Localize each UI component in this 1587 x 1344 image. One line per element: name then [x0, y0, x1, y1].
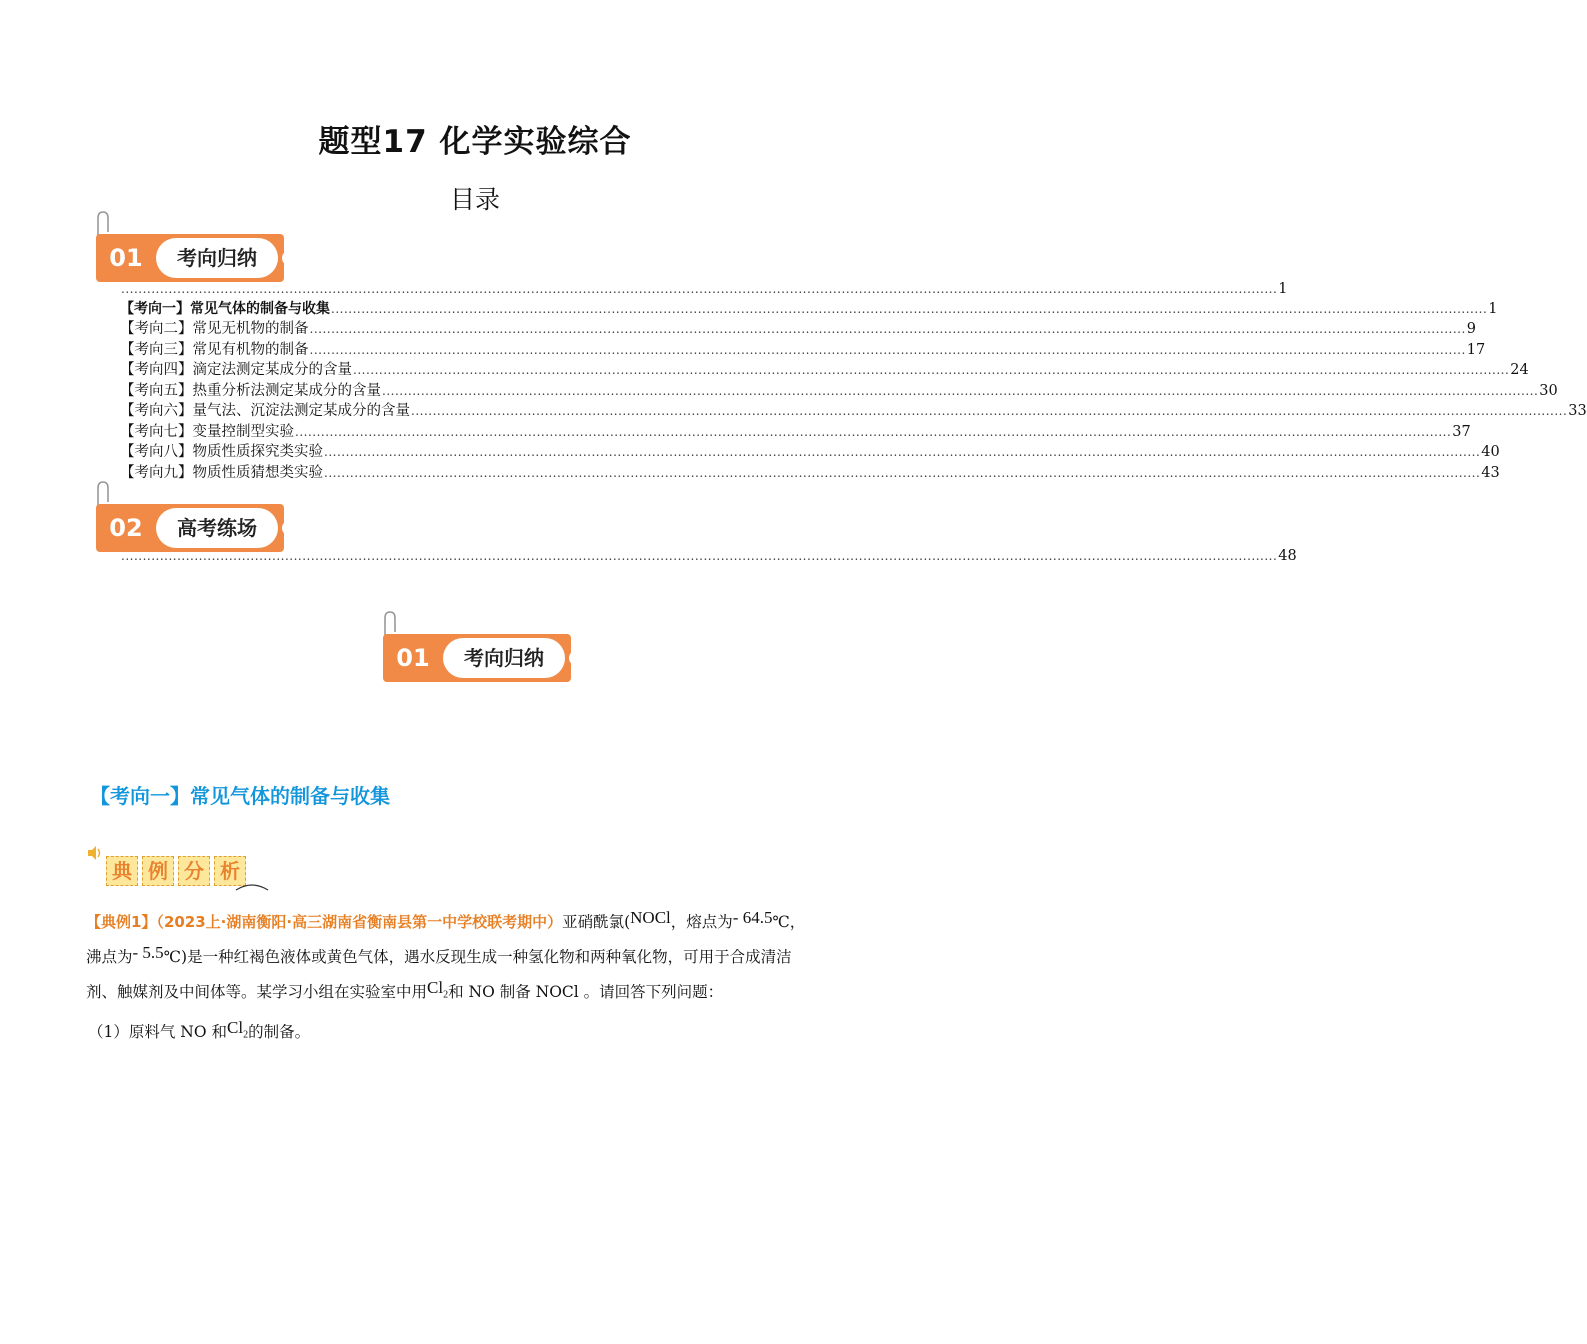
- formula-cl2: [427, 978, 449, 1001]
- toc-page: 37: [1452, 424, 1471, 440]
- toc-leader-dots: ............................................................................................................................................................................................................................................................................: [121, 549, 1278, 563]
- formula: Cl: [227, 1018, 244, 1037]
- toc-section2-line[interactable]: [120, 546, 1297, 566]
- formula: - 64.5: [732, 908, 773, 927]
- badge-notch: [282, 520, 292, 536]
- toc-page: 40: [1481, 444, 1500, 460]
- badge-section-01: [96, 226, 288, 286]
- badge-notch: [569, 650, 579, 666]
- toc-page: 33: [1568, 403, 1587, 419]
- toc-page: 17: [1466, 342, 1486, 358]
- example-line-2: [86, 935, 871, 975]
- formula: NOCl: [630, 908, 671, 927]
- toc-leader-dots: ............................................................................................................................................................................................................................................................................: [324, 445, 1481, 459]
- badge-section-heading: [383, 626, 575, 686]
- toc-leader-dots: ............................................................................................................................................................................................................................................................................: [324, 466, 1481, 480]
- subscript: 2: [243, 1029, 249, 1041]
- example-char: 分: [178, 856, 210, 886]
- text-span: 亚硝酰氯(: [562, 913, 631, 931]
- badge-label: 高考练场: [156, 508, 278, 548]
- text-span: 剂、触媒剂及中间体等。某学习小组在实验室中用: [86, 983, 428, 1001]
- toc-page: 24: [1510, 362, 1529, 378]
- text-span: 和 NO 制备 NOCl 。请回答下列问题：: [448, 983, 724, 1001]
- toc-item[interactable]: [120, 422, 1471, 442]
- toc-item[interactable]: [120, 360, 1529, 380]
- example-line-3: [86, 970, 871, 1012]
- toc-item-label: 【考向五】热重分析法测定某成分的含量: [120, 383, 381, 399]
- toc-item[interactable]: [120, 340, 1486, 360]
- badge-notch: [282, 250, 292, 266]
- example-analysis-banner: [86, 844, 286, 894]
- speaker-icon: [86, 844, 104, 862]
- toc-item-label: 【考向四】滴定法测定某成分的含量: [120, 362, 352, 378]
- formula: Cl: [427, 978, 444, 997]
- toc-item[interactable]: [120, 442, 1500, 462]
- toc-leader-dots: ............................................................................................................................................................................................................................................................................: [331, 302, 1488, 316]
- badge-label: 考向归纳: [156, 238, 278, 278]
- badge-number: 01: [109, 244, 143, 272]
- example-tag: 【典例1】（2023上·湖南衡阳·高三湖南省衡南县第一中学校联考期中）: [86, 913, 563, 931]
- toc-leader-dots: ............................................................................................................................................................................................................................................................................: [295, 425, 1452, 439]
- example-line-1: [86, 900, 871, 940]
- toc-item-label: 【考向八】物质性质探究类实验: [120, 444, 323, 460]
- text-span: ℃)是一种红褐色液体或黄色气体，遇水反现生成一种氢化物和两种氧化物，可用于合成清洁: [163, 948, 792, 966]
- text-span: ，熔点为: [670, 913, 733, 931]
- toc-page: 48: [1278, 548, 1297, 564]
- toc-page: 9: [1466, 321, 1477, 337]
- toc-page: 43: [1481, 465, 1500, 481]
- text-span: 沸点为: [86, 948, 133, 966]
- toc-item[interactable]: [120, 299, 1498, 319]
- formula: - 5.5: [132, 943, 164, 962]
- toc-leader-dots: ............................................................................................................................................................................................................................................................................: [382, 384, 1539, 398]
- toc-item-label: 【考向九】物质性质猜想类实验: [120, 465, 323, 481]
- toc-leader-dots: ............................................................................................................................................................................................................................................................................: [309, 322, 1466, 336]
- badge-number: 01: [396, 644, 430, 672]
- swoosh-decoration: [236, 882, 268, 892]
- example-char: 典: [106, 856, 138, 886]
- example-char: 析: [214, 856, 246, 886]
- toc-page: 30: [1539, 383, 1558, 399]
- formula-cl2: [227, 1018, 249, 1041]
- text-span: 的制备。: [248, 1023, 311, 1041]
- toc-item-label: 【考向二】常见无机物的制备: [120, 321, 309, 337]
- toc-section1-line[interactable]: [120, 279, 1288, 299]
- page-title: 题型17 化学实验综合: [318, 124, 632, 160]
- badge-label: 考向归纳: [443, 638, 565, 678]
- toc-item-label: 【考向七】变量控制型实验: [120, 424, 294, 440]
- toc-page: 1: [1488, 301, 1498, 317]
- toc-item-label: 【考向一】常见气体的制备与收集: [120, 301, 330, 317]
- question-1: [88, 1010, 873, 1052]
- toc-item[interactable]: [120, 381, 1558, 401]
- example-char: 例: [142, 856, 174, 886]
- toc-leader-dots: ............................................................................................................................................................................................................................................................................: [353, 363, 1510, 377]
- toc-item[interactable]: [120, 463, 1500, 483]
- section-heading: 【考向一】常见气体的制备与收集: [90, 784, 390, 808]
- subscript: 2: [443, 989, 449, 1001]
- toc-page: 1: [1278, 281, 1288, 297]
- toc-item[interactable]: [120, 401, 1587, 421]
- toc-item-label: 【考向三】常见有机物的制备: [120, 342, 309, 358]
- toc-leader-dots: ............................................................................................................................................................................................................................................................................: [309, 343, 1466, 357]
- badge-number: 02: [109, 514, 143, 542]
- toc-leader-dots: ............................................................................................................................................................................................................................................................................: [121, 282, 1278, 296]
- text-span: ℃，: [772, 913, 806, 931]
- toc-leader-dots: ............................................................................................................................................................................................................................................................................: [411, 404, 1568, 418]
- toc-heading: 目录: [449, 185, 500, 214]
- text-span: （1）原料气 NO 和: [88, 1023, 227, 1041]
- toc-item-label: 【考向六】量气法、沉淀法测定某成分的含量: [120, 403, 410, 419]
- toc-item[interactable]: [120, 319, 1477, 339]
